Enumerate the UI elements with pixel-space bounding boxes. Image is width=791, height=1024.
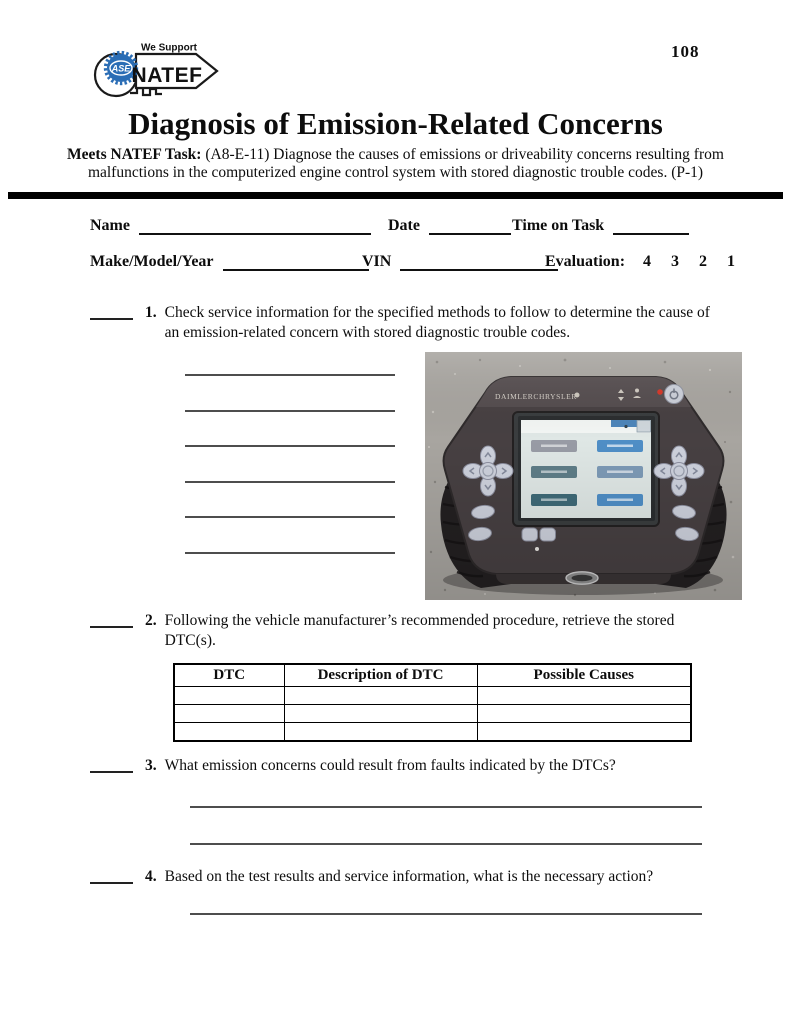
header-divider [8, 192, 783, 199]
scan-tool-photo [425, 352, 742, 600]
logo-natef-text: NATEF [131, 64, 203, 87]
make-model-year-field-group [90, 252, 369, 271]
date-label: Date [388, 217, 420, 234]
time-on-task-label: Time on Task [512, 217, 605, 234]
possible-causes-cell[interactable] [477, 687, 691, 705]
evaluation-option-2[interactable]: 2 [699, 253, 708, 270]
page-title: Diagnosis of Emission-Related Concerns [128, 106, 663, 141]
name-label: Name [90, 217, 130, 234]
description-column-header: Description of DTC [284, 664, 477, 687]
ase-badge-text: ASE [111, 63, 131, 74]
table-row [174, 687, 691, 705]
make-model-year-label: Make/Model/Year [90, 253, 214, 270]
answer-line[interactable] [185, 374, 395, 376]
time-on-task-input-line[interactable] [613, 216, 689, 235]
question-3-number: 3. [145, 757, 157, 774]
possible-causes-cell[interactable] [477, 723, 691, 742]
time-on-task-field-group [512, 216, 689, 235]
answer-line[interactable] [185, 552, 395, 554]
evaluation-option-1[interactable]: 1 [727, 253, 736, 270]
name-input-line[interactable] [139, 216, 371, 235]
natef-task-statement [60, 146, 731, 182]
answer-line[interactable] [185, 410, 395, 412]
question-1-text: Check service information for the specified methods to follow to determine the cause of an emission-related concern with stored diagnostic trouble codes. [164, 304, 710, 342]
question-4-text: Based on the test results and service information, what is the necessary action? [164, 868, 654, 885]
evaluation-option-3[interactable]: 3 [671, 253, 680, 270]
question-2-completion-blank[interactable] [90, 611, 133, 628]
make-model-year-input-line[interactable] [223, 252, 369, 271]
possible-causes-column-header: Possible Causes [477, 664, 691, 687]
question-2-number: 2. [145, 612, 157, 629]
answer-line[interactable] [190, 843, 702, 845]
vin-input-line[interactable] [400, 252, 558, 271]
photo-vignette [425, 352, 742, 600]
dtc-cell[interactable] [174, 723, 284, 742]
answer-line[interactable] [185, 445, 395, 447]
evaluation-label: Evaluation: [545, 253, 626, 270]
question-1-number: 1. [145, 304, 157, 321]
description-cell[interactable] [284, 705, 477, 723]
name-field-group [90, 216, 371, 235]
evaluation-option-4[interactable]: 4 [643, 253, 652, 270]
answer-line[interactable] [185, 481, 395, 483]
dtc-cell[interactable] [174, 705, 284, 723]
natef-logo [86, 38, 228, 102]
vin-label: VIN [362, 253, 392, 270]
dtc-column-header: DTC [174, 664, 284, 687]
task-label: Meets NATEF Task: [67, 146, 202, 163]
page-number: 108 [671, 42, 700, 61]
answer-line[interactable] [190, 913, 702, 915]
vin-field-group [362, 252, 558, 271]
evaluation-group [545, 252, 735, 271]
description-cell[interactable] [284, 723, 477, 742]
question-3-text: What emission concerns could result from faults indicated by the DTCs? [164, 757, 616, 774]
dtc-table [173, 663, 692, 742]
answer-line[interactable] [185, 516, 395, 518]
question-3-completion-blank[interactable] [90, 756, 133, 773]
description-cell[interactable] [284, 687, 477, 705]
table-row [174, 723, 691, 742]
logo-support-text: We Support [141, 42, 197, 54]
question-4 [90, 867, 713, 887]
question-4-completion-blank[interactable] [90, 867, 133, 884]
question-2-text: Following the vehicle manufacturer’s recommended procedure, retrieve the stored DTC(s). [164, 612, 675, 650]
date-input-line[interactable] [429, 216, 511, 235]
question-1-completion-blank[interactable] [90, 303, 133, 320]
question-3 [90, 756, 713, 776]
dtc-cell[interactable] [174, 687, 284, 705]
question-2 [90, 611, 713, 651]
question-1 [90, 303, 713, 343]
dtc-table-header-row [174, 664, 691, 687]
answer-line[interactable] [190, 806, 702, 808]
date-field-group [388, 216, 511, 235]
table-row [174, 705, 691, 723]
possible-causes-cell[interactable] [477, 705, 691, 723]
question-4-number: 4. [145, 868, 157, 885]
task-text: (A8-E-11) Diagnose the causes of emissions or driveability concerns resulting from malfunctions in the computerized engine control system with stored diagnostic trouble codes. (P-1) [87, 146, 724, 181]
